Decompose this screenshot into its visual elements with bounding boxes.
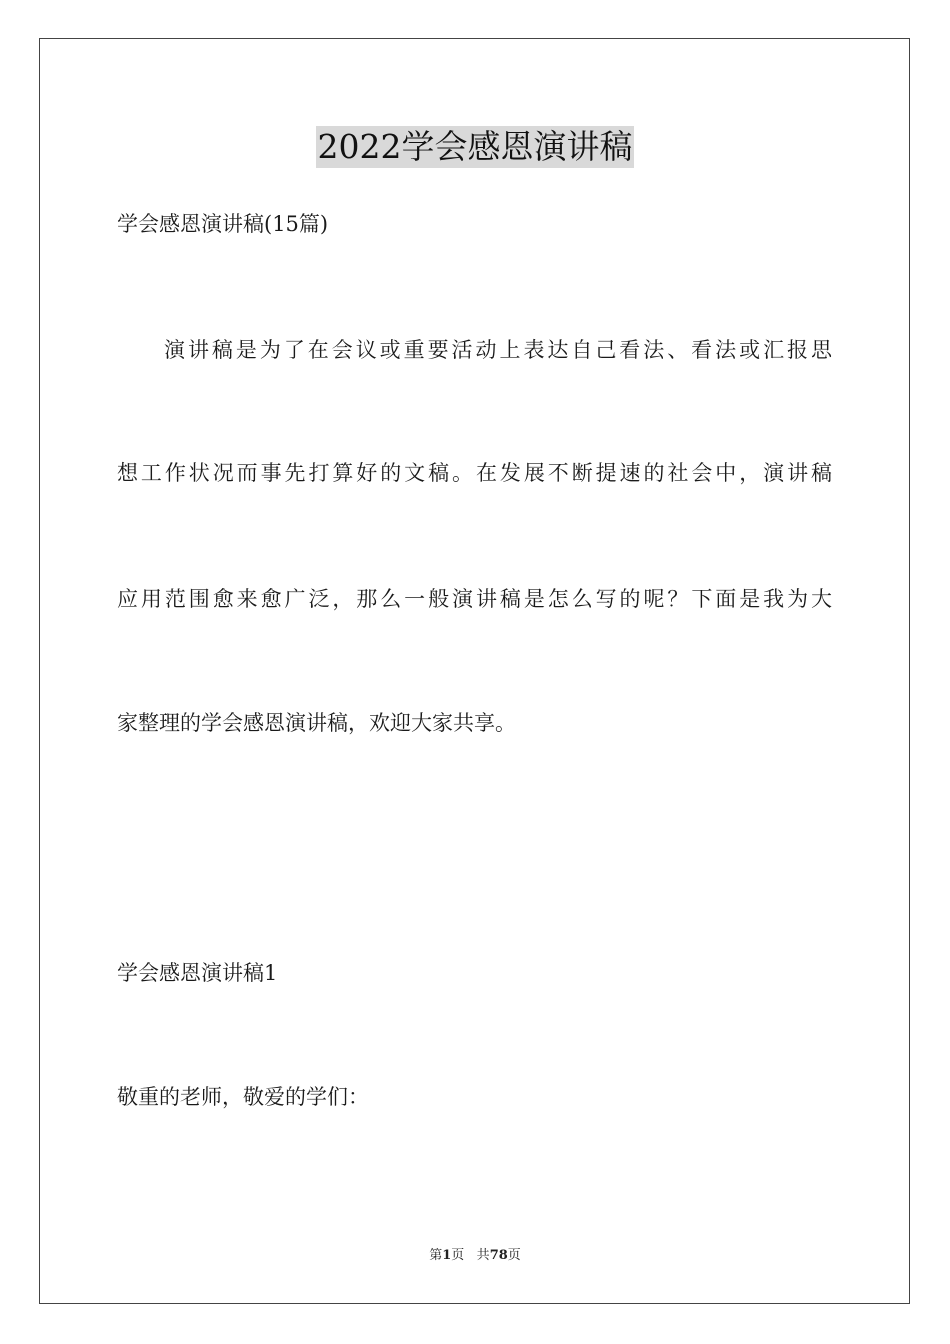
footer-total-prefix: 共 [476, 1248, 490, 1263]
footer-total-suffix: 页 [507, 1248, 521, 1263]
intro-line-2: 想工作状况而事先打算好的文稿。在发展不断提速的社会中，演讲稿 [117, 461, 832, 485]
footer-page-number: 1 [442, 1248, 452, 1263]
intro-line-1: 演讲稿是为了在会议或重要活动上表达自己看法、看法或汇报思 [164, 338, 832, 362]
intro-line-3: 应用范围愈来愈广泛，那么一般演讲稿是怎么写的呢？下面是我为大 [117, 587, 832, 611]
page-footer [0, 1247, 950, 1265]
document-title: 2022学会感恩演讲稿 [317, 127, 633, 166]
footer-total-pages: 78 [489, 1248, 508, 1263]
footer-page-suffix: 页 [451, 1248, 465, 1263]
intro-line-4: 家整理的学会感恩演讲稿，欢迎大家共享。 [117, 711, 516, 735]
title-container [0, 126, 950, 168]
footer-page-prefix: 第 [429, 1248, 443, 1263]
section-heading: 学会感恩演讲稿1 [117, 961, 278, 985]
salutation: 敬重的老师，敬爱的学们： [117, 1085, 369, 1109]
document-subtitle: 学会感恩演讲稿(15篇) [117, 212, 329, 236]
